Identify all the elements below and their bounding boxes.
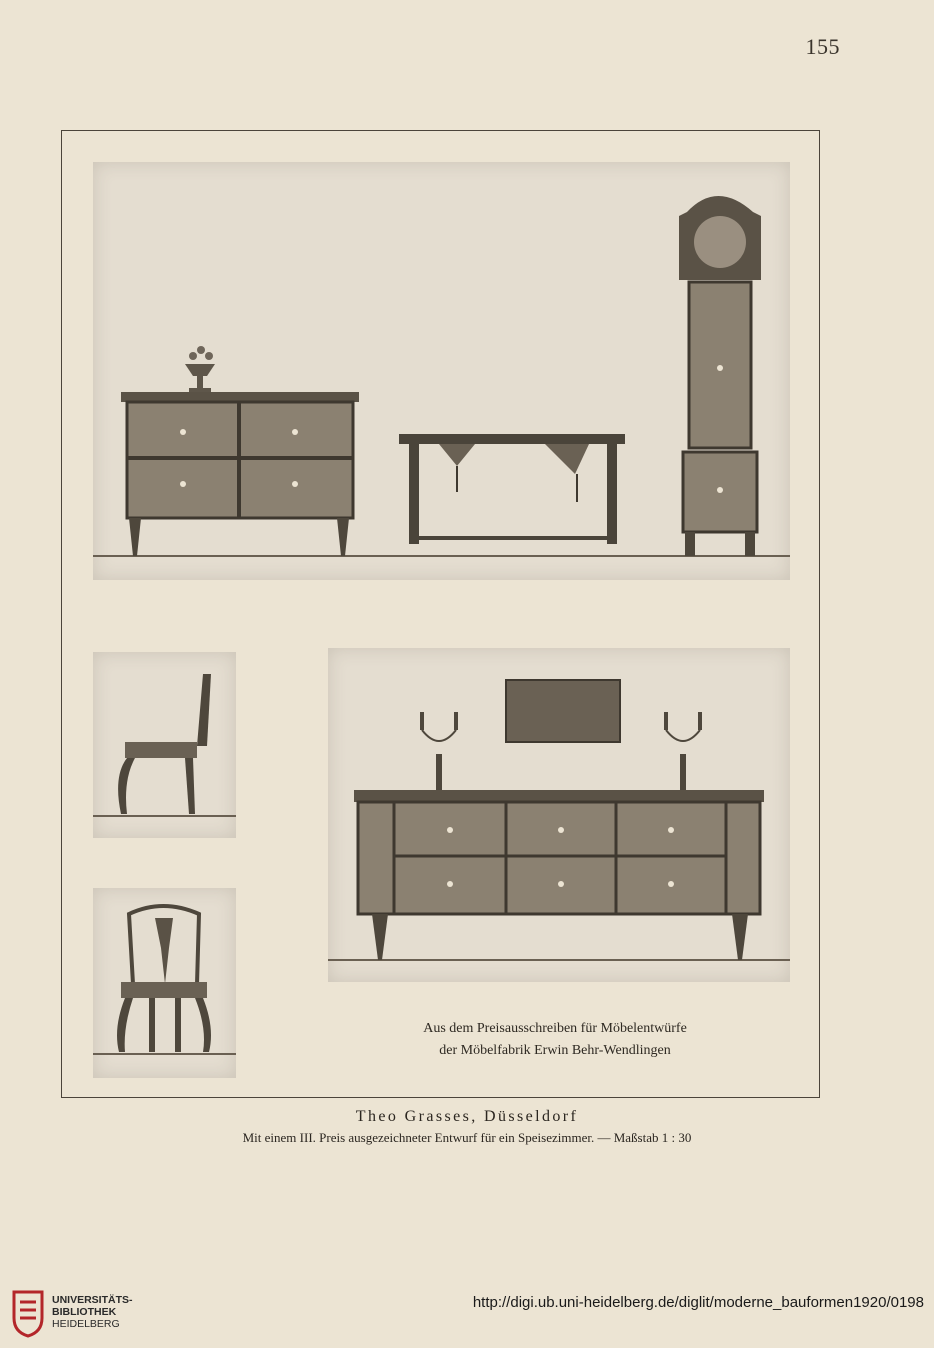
photo-chair-side [93,652,236,838]
page-number: 155 [805,34,840,59]
photo-buffet-candelabra [328,648,790,982]
library-line-3: HEIDELBERG [52,1318,120,1330]
library-line-2: BIBLIOTHEK [52,1306,117,1318]
buffet-drawing [328,648,790,982]
plate-subtitle: Mit einem III. Preis ausgezeichneter Entwurf für ein Speisezimmer. — Maßstab 1 : 30 [242,1130,692,1145]
photo-chair-front [93,888,236,1078]
library-emblem-icon [10,1288,46,1338]
library-logo[interactable] [10,1288,140,1340]
library-line-1: UNIVERSITÄTS- [52,1294,133,1306]
chair-side-drawing [93,652,236,838]
plate-title: Theo Grasses, Düsseldorf [355,1108,579,1125]
inner-caption-line-1: Aus dem Preisausschreiben für Möbelentwürfe [423,1021,687,1036]
furniture-drawing-1 [93,162,790,580]
chair-front-drawing [93,888,236,1078]
source-url-link[interactable]: http://digi.ub.uni-heidelberg.de/diglit/moderne_bauformen1920/0198 [472,1294,924,1311]
photo-sideboard-table-clock [93,162,790,580]
inner-caption-line-2: der Möbelfabrik Erwin Behr-Wendlingen [439,1043,671,1058]
library-name [52,1294,133,1330]
